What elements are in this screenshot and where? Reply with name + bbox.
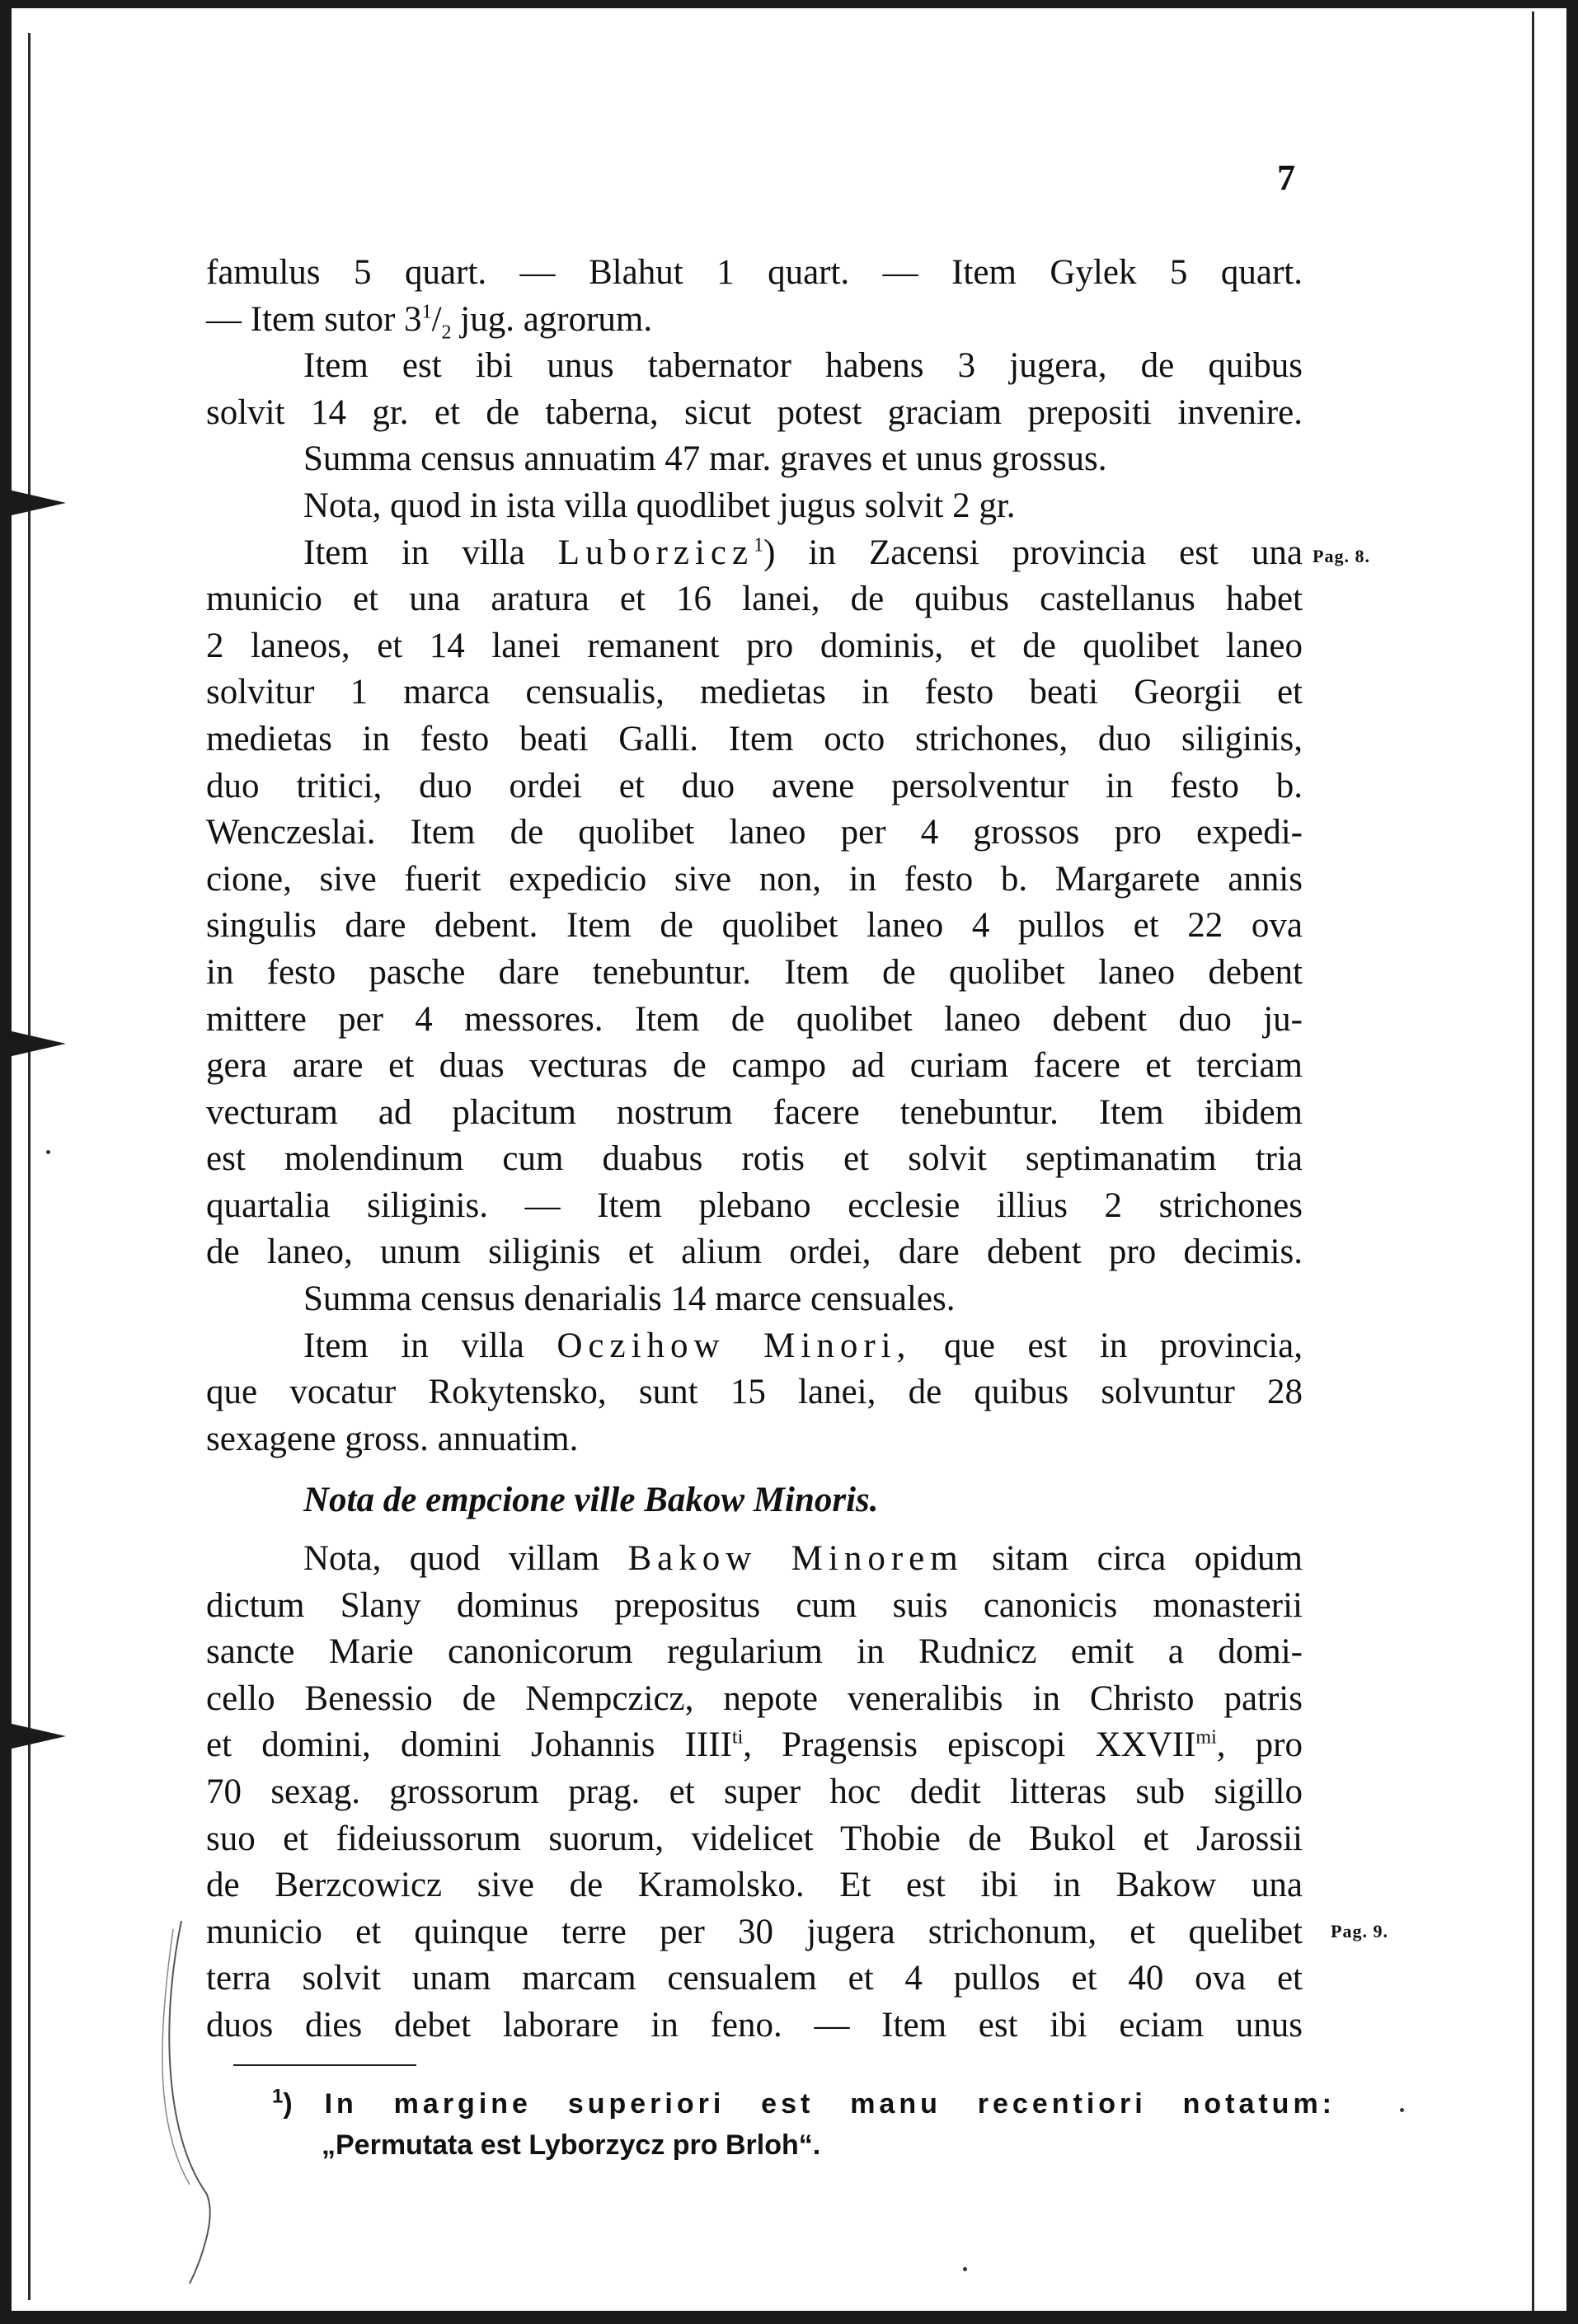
text-line: cello Benessio de Nempczicz, nepote veneralibis in Christo patris (206, 1678, 1303, 1718)
text-line: Summa census denarialis 14 marce censuales. (303, 1279, 956, 1319)
scan-border-right (1566, 0, 1578, 2324)
fold-mark-icon (8, 1723, 66, 1749)
place-name-luborzicz: Luborzicz (557, 533, 754, 572)
text-line: que vocatur Rokytensko, sunt 15 lanei, de quibus solvuntur 28 (206, 1373, 1303, 1412)
text-line: gera arare et duas vecturas de campo ad curiam facere et terciam (206, 1046, 1303, 1086)
text-line: de laneo, unum siliginis et alium ordei, dare debent pro decimis. (206, 1232, 1303, 1272)
footnote-divider (233, 2064, 416, 2066)
text-line: terra solvit unam marcam censualem et 4 pullos et 40 ova et (206, 1959, 1303, 1998)
text-line: Nota, quod villam Bakow Minorem sitam circa opidum (303, 1539, 1303, 1579)
footnote (272, 2083, 1336, 2166)
text-line: solvitur 1 marca censualis, medietas in festo beati Georgii et (206, 673, 1303, 712)
text-line: 2 laneos, et 14 lanei remanent pro dominis, et de quolibet laneo (206, 626, 1303, 665)
dust-speck (963, 2267, 967, 2271)
text-line: quartalia siliginis. — Item plebano ecclesie illius 2 strichones (206, 1185, 1303, 1225)
text-line: in festo pasche dare tenebuntur. Item de quolibet laneo debent (206, 952, 1303, 992)
text-line: de Berzcowicz sive de Kramolsko. Et est ibi in Bakow una (206, 1866, 1303, 1905)
footnote-line: „Permutata est Lyborzycz pro Brloh“. (322, 2129, 821, 2161)
text-line: 70 sexag. grossorum prag. et super hoc dedit litteras sub sigillo (206, 1772, 1303, 1811)
dust-speck (46, 1150, 50, 1154)
text-line: et domini, domini Johannis $IIII^{ti}$, Pragensis episcopi $XXVII^{mi}$, pro (206, 1725, 1303, 1765)
text-line: cione, sive fuerit expedicio sive non, in festo b. Margarete annis (206, 859, 1303, 899)
binding-edge-line (28, 33, 31, 2300)
fold-mark-icon (8, 490, 66, 516)
text-line: mittere per 4 messores. Item de quolibet laneo debent duo ju- (206, 999, 1303, 1039)
text-line: medietas in festo beati Galli. Item octo strichones, duo siliginis, (206, 719, 1303, 758)
scan-border-top (0, 0, 1578, 8)
text-line: singulis dare debent. Item de quolibet laneo 4 pullos et 22 ova (206, 906, 1303, 946)
text-line: municio et quinque terre per 30 jugera strichonum, et quelibet (206, 1912, 1303, 1951)
text-line: est molendinum cum duabus rotis et solvit septimanatim tria (206, 1139, 1303, 1179)
fold-mark-icon (8, 1031, 66, 1057)
text-line: sexagene gross. annuatim. (206, 1419, 579, 1458)
text-line: Item in villa Oczihow Minori, que est in provincia, (303, 1326, 1303, 1365)
page-number: 7 (1277, 157, 1295, 198)
scan-border-left (0, 0, 12, 2324)
main-text (206, 250, 1303, 2049)
place-name-bakow: Bakow Minorem (627, 1539, 964, 1579)
text-line: Wenczeslai. Item de quolibet laneo per 4 grossos pro expedi- (206, 813, 1303, 852)
text-line: famulus 5 quart. — Blahut 1 quart. — Item Gylek 5 quart. (206, 253, 1303, 292)
scan-border-bottom (0, 2311, 1578, 2324)
section-heading: Nota de empcione ville Bakow Minoris. (303, 1481, 879, 1520)
text-line: Item in villa Luborzicz$^1$) in Zacensi provincia est una (303, 533, 1303, 572)
place-name-oczihow: Oczihow Minori, (557, 1326, 912, 1365)
text-line: sancte Marie canonicorum regularium in Rudnicz emit a domi- (206, 1632, 1303, 1672)
margin-note-pag-9: Pag. 9. (1331, 1921, 1388, 1941)
text-line: dictum Slany dominus prepositus cum suis canonicis monasterii (206, 1585, 1303, 1625)
text-line: duos dies debet laborare in feno. — Item est ibi eciam unus (206, 2005, 1303, 2045)
text-line: duo tritici, duo ordei et duo avene persolventur in festo b. (206, 766, 1303, 805)
text-line: solvit 14 gr. et de taberna, sicut potest graciam prepositi invenire. (206, 392, 1303, 432)
page-edge-line (1532, 12, 1534, 2312)
text-line: Summa census annuatim 47 mar. graves et unus grossus. (303, 439, 1107, 479)
footnote-marker: 1 (272, 2085, 284, 2108)
text-line: suo et fideiussorum suorum, videlicet Thobie de Bukol et Jarossii (206, 1819, 1303, 1858)
dust-speck (1400, 2108, 1404, 2112)
text-line: vecturam ad placitum nostrum facere tenebuntur. Item ibidem (206, 1092, 1303, 1132)
text-line: municio et una aratura et 16 lanei, de quibus castellanus habet (206, 580, 1303, 619)
footnote-reference: 1 (754, 534, 764, 556)
text-line: — Item sutor $3^1/_2$ jug. agrorum. (206, 299, 653, 344)
text-line: Nota, quod in ista villa quodlibet jugus solvit 2 gr. (303, 486, 1016, 525)
margin-note-pag-8: Pag. 8. (1313, 546, 1370, 566)
text-line: Item est ibi unus tabernator habens 3 jugera, de quibus (303, 346, 1303, 386)
footnote-line: $^1$) In margine superiori est manu recentiori notatum: (272, 2085, 1336, 2120)
